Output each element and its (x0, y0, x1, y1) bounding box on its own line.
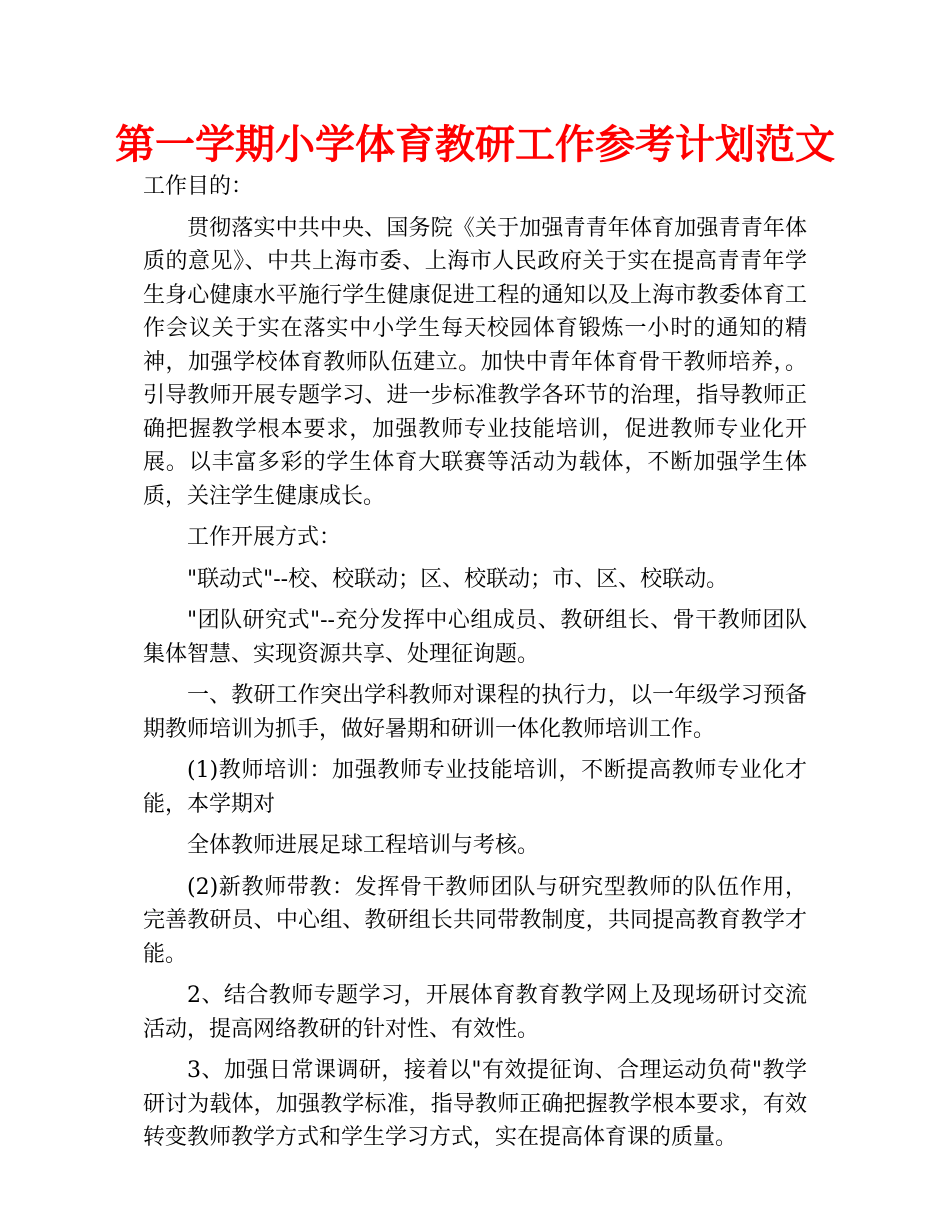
paragraph-new-teacher-mentoring: (2)新教师带教：发挥骨干教师团队与研究型教师的队伍作用，完善教研员、中心组、教研组长共同带教制度，共同提高教育教学才能。 (143, 874, 807, 967)
document-title: 第一学期小学体育教研工作参考计划范文 (115, 122, 835, 168)
paragraph-team-method: "团队研究式"--充分发挥中心组成员、教研组长、骨干教师团队集体智慧、实现资源共享、处理征询题。 (143, 608, 807, 667)
paragraph-item-3: 3、加强日常课调研，接着以"有效提征询、合理运动负荷"教学研讨为载体，加强教学标准，指导教师正确把握教学根本要求，有效转变教师教学方式和学生学习方式，实在提高体育课的质量。 (143, 1058, 807, 1150)
paragraph-linkage-method: "联动式"--校、校联动；区、校联动；市、区、校联动。 (187, 566, 729, 592)
paragraph-item-1: 一、教研工作突出学科教师对课程的执行力，以一年级学习预备期教师培训为抓手，做好暑期和研训一体化教师培训工作。 (143, 683, 807, 742)
paragraph-football-training: 全体教师进展足球工程培训与考核。 (187, 833, 540, 858)
paragraph-teacher-training: (1)教师培训：加强教师专业技能培训，不断提高教师专业化才能，本学期对 (143, 758, 807, 817)
section-heading-methods: 工作开展方式： (187, 525, 342, 550)
paragraph-goals: 贯彻落实中共中央、国务院《关于加强青青年体育加强青青年体质的意见》、中共上海市委、上海市人民政府关于实在提高青青年学生身心健康水平施行学生健康促进工程的通知以及上海市教委体育工作会议关于实在落实中小学生每天校园体育锻炼一小时的通知的精神，加强学校体育教师队伍建立。加快中青年体育骨干教师培养，。引导教师开展专题学习、进一步标准教学各环节的治理，指导教师正确把握教学根本要求，加强教师专业技能培训，促进教师专业化开展。以丰富多彩的学生体育大联赛等活动为载体，不断加强学生体质，关注学生健康成长。 (143, 215, 807, 509)
section-heading-goals: 工作目的： (143, 174, 254, 199)
paragraph-item-2: 2、结合教师专题学习，开展体育教育教学网上及现场研讨交流活动，提高网络教研的针对性、有效性。 (143, 983, 807, 1042)
document-body (143, 170, 807, 1163)
